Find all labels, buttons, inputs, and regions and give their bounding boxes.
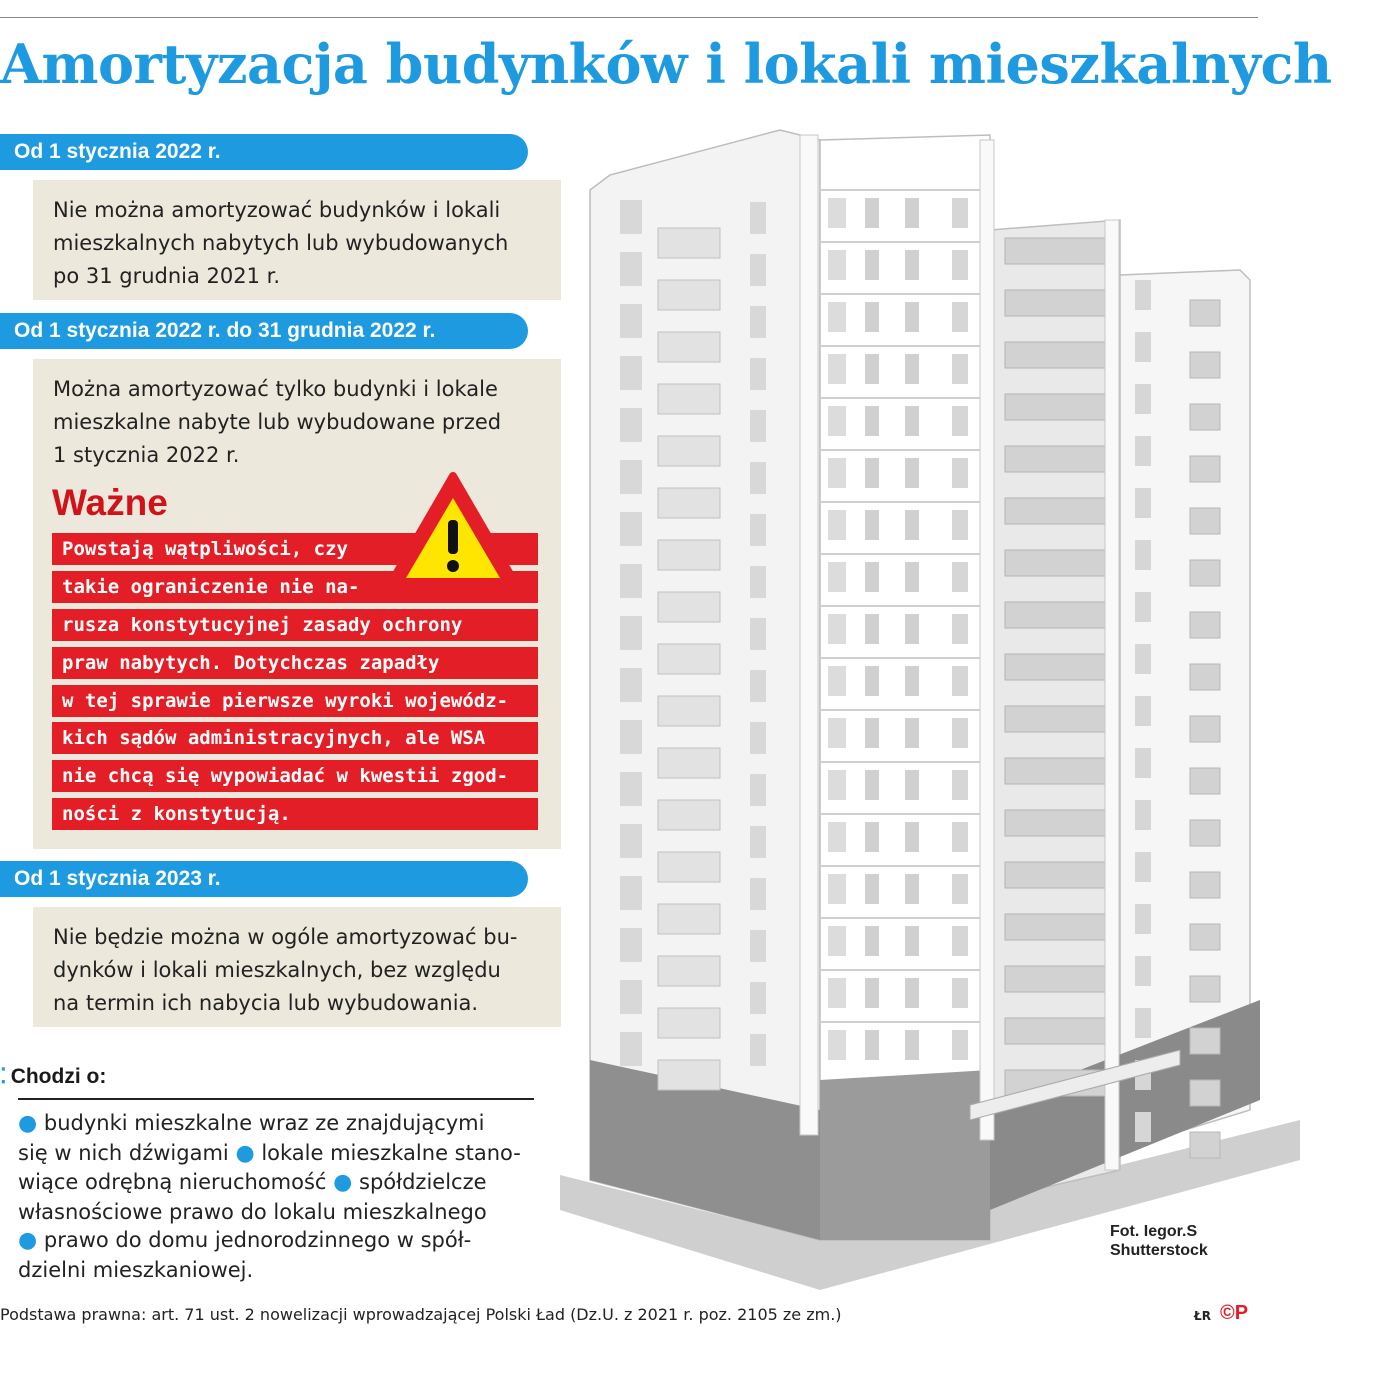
box-line: po 31 grudnia 2021 r. [53,264,281,288]
balcony [1005,758,1105,784]
window [620,772,642,806]
warning-line: takie ograniczenie nie na- [52,571,538,603]
window [952,562,968,592]
balcony [658,748,720,778]
window [1135,1008,1151,1038]
balcony [1190,404,1220,430]
window [952,926,968,956]
window [750,930,766,962]
window [952,1030,968,1060]
window [865,978,879,1008]
pilaster [800,135,818,1135]
window [1135,592,1151,622]
window [905,562,919,592]
balcony [658,488,720,518]
window [620,512,642,546]
window [905,978,919,1008]
balcony [658,540,720,570]
section-box-2023 [33,907,561,1027]
balcony [1190,924,1220,950]
chodzi-heading-label: Chodzi o: [10,1065,107,1088]
window [620,980,642,1014]
window [905,510,919,540]
balcony [1190,872,1220,898]
balcony [1005,966,1105,992]
bullet-icon: ● [235,1140,255,1166]
warning-line: rusza konstytucyjnej zasady ochrony [52,609,538,641]
photo-credit-line: Shutterstock [1110,1242,1208,1259]
window [905,198,919,228]
window [952,978,968,1008]
window [750,358,766,390]
window [620,668,642,702]
window [865,1030,879,1060]
window [905,354,919,384]
window [865,874,879,904]
window [750,514,766,546]
window [828,1030,846,1060]
window [905,1030,919,1060]
window [952,614,968,644]
window [865,822,879,852]
balcony [658,1008,720,1038]
window [750,410,766,442]
chodzi-segment: się w nich dźwigami [18,1140,236,1165]
balcony [658,956,720,986]
window [828,978,846,1008]
window [750,722,766,754]
window [1135,488,1151,518]
window [828,666,846,696]
chodzi-segment: lokale mieszkalne stano- [254,1140,521,1165]
window [865,302,879,332]
window [1135,852,1151,882]
window [620,200,642,234]
chodzi-segment: własnościowe prawo do lokalu mieszkalnego [18,1199,487,1224]
box-line: na termin ich nabycia lub wybudowania. [53,991,479,1015]
window [1135,904,1151,934]
dots-icon: ⁚ [0,1065,7,1088]
window [750,618,766,650]
balcony [658,592,720,622]
box-line: mieszkalnych nabytych lub wybudowanych [53,231,509,255]
window [865,198,879,228]
author-signature: ŁR [1194,1309,1211,1323]
bullet-icon: ● [333,1170,353,1195]
window [828,614,846,644]
window [828,770,846,800]
window [750,254,766,286]
balcony [1005,446,1105,472]
top-rule [0,17,1258,18]
window [865,510,879,540]
window [865,666,879,696]
balcony [1190,352,1220,378]
window [1135,696,1151,726]
window [620,564,642,598]
photo-credit-line: Fot. Iegor.S [1110,1223,1198,1240]
window [905,614,919,644]
balcony [658,436,720,466]
window [865,406,879,436]
box-line: 1 stycznia 2022 r. [53,443,240,467]
chodzi-segment: spółdzielcze [352,1170,487,1194]
window [750,202,766,234]
balcony [1005,706,1105,732]
important-heading: Ważne [52,482,168,523]
window [1135,540,1151,570]
legal-source: Podstawa prawna: art. 71 ust. 2 nowelizacji wprowadzającej Polski Ład (Dz.U. z 2021 r. poz. 2105 ze zm.) [0,1305,842,1324]
box-line: dynków i lokali mieszkalnych, bez względu [53,958,501,982]
window [620,460,642,494]
balcony [1190,300,1220,326]
window [905,458,919,488]
window [865,614,879,644]
window [828,510,846,540]
window [620,252,642,286]
balcony [1190,1080,1220,1106]
window [750,566,766,598]
window [952,510,968,540]
window [1135,644,1151,674]
window [750,826,766,858]
balcony [1005,394,1105,420]
window [620,356,642,390]
window [905,874,919,904]
window [905,666,919,696]
window [828,874,846,904]
window [828,718,846,748]
window [865,354,879,384]
balcony [1005,238,1105,264]
window [865,770,879,800]
balcony [658,228,720,258]
balcony [1190,508,1220,534]
balcony [1005,602,1105,628]
balcony [1005,914,1105,940]
chodzi-segment: budynki mieszkalne wraz ze znajdującymi [37,1111,485,1135]
photo-credit [1110,1222,1208,1260]
chodzi-segment: dzielni mieszkaniowej. [18,1257,254,1282]
balcony [658,852,720,882]
warning-triangle-icon [382,470,524,596]
box-line: Można amortyzować tylko budynki i lokale [53,377,498,401]
window [952,822,968,852]
balcony [1190,612,1220,638]
chodzi-segment: prawo do domu jednorodzinnego w spół- [37,1228,472,1252]
window [952,666,968,696]
balcony [658,644,720,674]
window [620,824,642,858]
balcony [658,332,720,362]
chodzi-segment: wiące odrębną nieruchomość [18,1170,334,1194]
window [828,562,846,592]
apartment-building-image [560,120,1300,1290]
window [750,1034,766,1066]
window [952,354,968,384]
balcony [1005,498,1105,524]
box-line: mieszkalne nabyte lub wybudowane przed [53,410,502,434]
window [1135,384,1151,414]
window [620,928,642,962]
warning-line: ności z konstytucją. [52,798,538,830]
window [750,878,766,910]
window [620,304,642,338]
balcony [1190,456,1220,482]
window [620,616,642,650]
section-box-2022 [33,180,561,300]
chodzi-line [18,1139,536,1169]
balcony [1190,768,1220,794]
balcony [658,800,720,830]
balcony [1005,810,1105,836]
window [828,458,846,488]
window [750,306,766,338]
balcony [658,384,720,414]
window [1135,280,1151,310]
warning-line: w tej sprawie pierwsze wyroki wojewódz- [52,685,538,717]
chodzi-line [18,1168,536,1198]
window [952,406,968,436]
warning-line: Powstają wątpliwości, czy [52,533,538,565]
window [828,198,846,228]
window [828,406,846,436]
balcony [1190,560,1220,586]
balcony [658,696,720,726]
balcony [1190,976,1220,1002]
window [1135,1112,1151,1142]
window [828,250,846,280]
window [1135,748,1151,778]
chodzi-line [18,1256,536,1285]
window [750,670,766,702]
balcony [658,1060,720,1090]
balcony [1190,820,1220,846]
section-label-2022: Od 1 stycznia 2022 r. [0,134,528,170]
balcony [1190,664,1220,690]
window [905,822,919,852]
window [952,458,968,488]
window [828,302,846,332]
window [865,458,879,488]
window [828,822,846,852]
window [952,718,968,748]
balcony [658,904,720,934]
page-title: Amortyzacja budynków i lokali mieszkalnych [0,32,1332,96]
window [1135,332,1151,362]
chodzi-rule [18,1098,534,1100]
warning-line: kich sądów administracyjnych, ale WSA [52,722,538,754]
window [905,718,919,748]
box-line: Nie można amortyzować budynków i lokali [53,198,501,222]
window [1135,800,1151,830]
window [1135,436,1151,466]
publisher-logo: ©P [1220,1302,1249,1324]
balcony [1190,716,1220,742]
window [952,770,968,800]
bullet-icon: ● [18,1111,38,1136]
window [620,876,642,910]
warning-line: praw nabytych. Dotychczas zapadły [52,647,538,679]
window [750,982,766,1014]
window [865,718,879,748]
pilaster [980,140,994,1140]
window [952,250,968,280]
warning-line: nie chcą się wypowiadać w kwestii zgod- [52,760,538,792]
pilaster [1105,220,1119,1170]
window [952,198,968,228]
balcony [1005,342,1105,368]
window [750,462,766,494]
balcony [1005,290,1105,316]
chodzi-line [18,1226,536,1256]
balcony [1005,862,1105,888]
window [905,406,919,436]
chodzi-list [18,1109,536,1284]
balcony [1190,1028,1220,1054]
window [865,926,879,956]
window [620,408,642,442]
window [905,770,919,800]
section-label-2023: Od 1 stycznia 2023 r. [0,861,528,897]
chodzi-heading [0,1064,106,1089]
bullet-icon: ● [18,1228,38,1253]
window [620,1032,642,1066]
window [905,926,919,956]
window [952,874,968,904]
balcony [1005,654,1105,680]
section-label-2022-range: Od 1 stycznia 2022 r. do 31 grudnia 2022 r. [0,313,528,349]
front-brick-base [820,1070,990,1240]
window [1135,956,1151,986]
window [905,302,919,332]
chodzi-line [18,1198,536,1227]
window [905,250,919,280]
window [750,774,766,806]
window [865,562,879,592]
chodzi-line [18,1109,536,1139]
window [952,302,968,332]
balcony [1005,1018,1105,1044]
window [828,926,846,956]
balcony [1190,1132,1220,1158]
window [828,354,846,384]
window [865,250,879,280]
balcony [1005,550,1105,576]
balcony [658,280,720,310]
box-line: Nie będzie można w ogóle amortyzować bu- [53,925,518,949]
window [620,720,642,754]
